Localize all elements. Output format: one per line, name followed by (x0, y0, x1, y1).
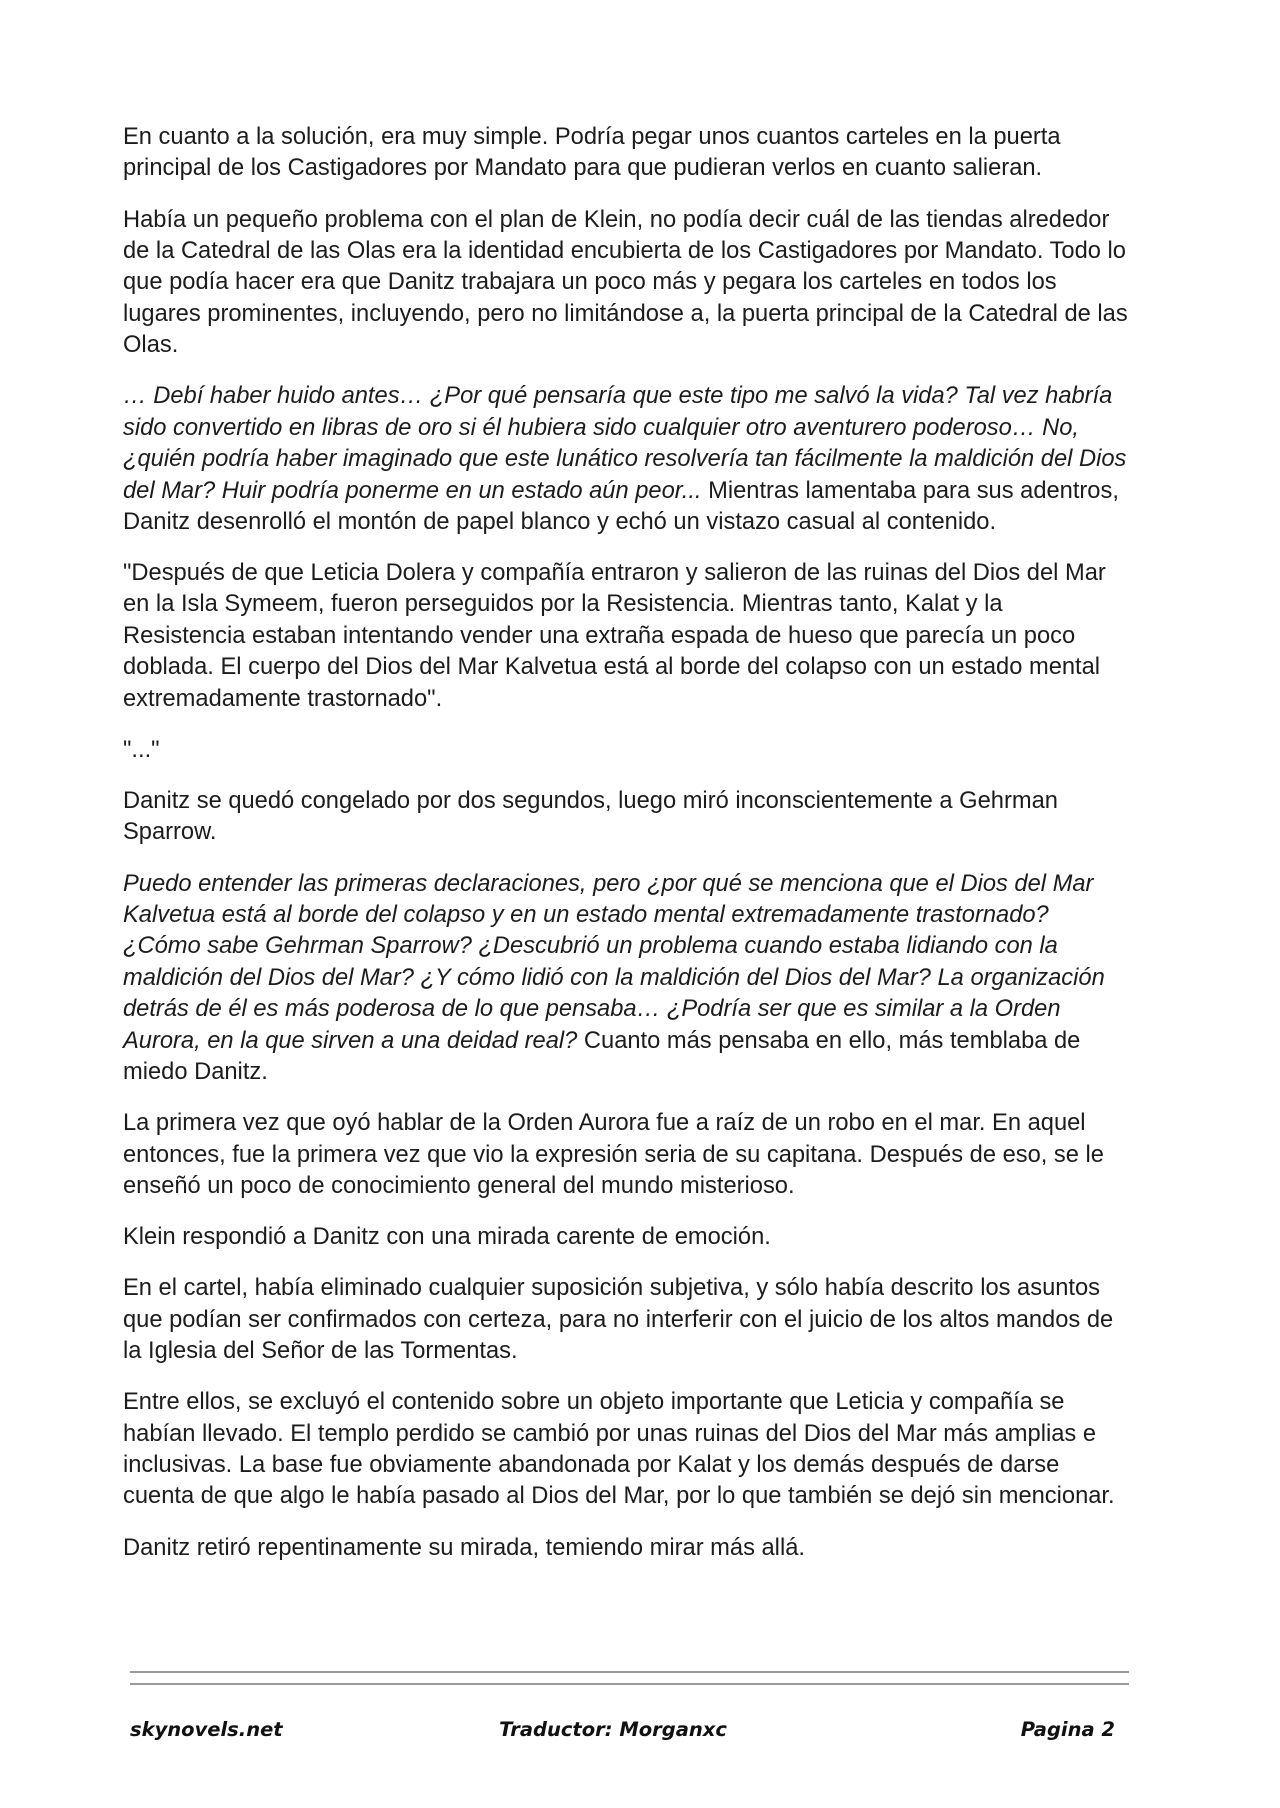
paragraph-8 (123, 1108, 1163, 1202)
text-line: lugares prominentes, incluyendo, pero no limitándose a, la puerta principal de la Catedral de las (123, 300, 1128, 327)
text-line: "..." (123, 736, 160, 763)
text-line: Olas. (123, 332, 179, 359)
footer-translator: Traductor: Morganxc (499, 1718, 727, 1741)
italic-text-segment: del Mar? Huir podría ponerme en un estado aún peor... (123, 477, 702, 504)
italic-text-line: maldición del Dios del Mar? ¿Y cómo lidió con la maldición del Dios del Mar? La organización (123, 964, 1105, 991)
text-line: Klein respondió a Danitz con una mirada carente de emoción. (123, 1224, 771, 1251)
text-line: que podía hacer era que Danitz trabajara un poco más y pegara los carteles en todos los (123, 269, 1057, 296)
text-line: La primera vez que oyó hablar de la Orden Aurora fue a raíz de un robo en el mar. En aquel (123, 1110, 1086, 1137)
italic-text-line: Puedo entender las primeras declaraciones, pero ¿por qué se menciona que el Dios del Mar (123, 870, 1094, 897)
paragraph-4 (123, 558, 1163, 715)
text-line: Había un pequeño problema con el plan de Klein, no podía decir cuál de las tiendas alrededor (123, 206, 1110, 233)
footer-divider-bottom (130, 1683, 1129, 1685)
text-line: Sparrow. (123, 819, 217, 846)
italic-text-line: ¿quién podría haber imaginado que este lunático resolvería tan fácilmente la maldición del Dios (123, 446, 1127, 473)
text-line: la Iglesia del Señor de las Tormentas. (123, 1338, 518, 1365)
italic-text-line: … Debí haber huido antes… ¿Por qué pensaría que este tipo me salvó la vida? Tal vez habría (123, 383, 1113, 410)
paragraph-1 (123, 122, 1163, 185)
text-line: inclusivas. La base fue obviamente abandonada por Kalat y los demás después de darse (123, 1452, 1060, 1479)
footer-site-name: skynovels.net (130, 1718, 283, 1741)
paragraph-3 (123, 381, 1163, 538)
text-line: en la Isla Symeem, fueron perseguidos por la Resistencia. Mientras tanto, Kalat y la (123, 591, 1003, 618)
text-line: Danitz retiró repentinamente su mirada, temiendo mirar más allá. (123, 1534, 805, 1561)
text-line: En cuanto a la solución, era muy simple. Podría pegar unos cuantos carteles en la puerta (123, 124, 1061, 150)
text-line: Danitz desenrolló el montón de papel blanco y echó un vistazo casual al contenido. (123, 508, 997, 535)
paragraph-11 (123, 1387, 1163, 1513)
text-line: que podían ser confirmados con certeza, para no interferir con el juicio de los altos mandos de (123, 1306, 1114, 1333)
italic-text-line: sido convertido en libras de oro si él hubiera sido cualquier otro aventurero poderoso… No, (123, 414, 1079, 441)
text-line: miedo Danitz. (123, 1058, 268, 1085)
text-line: En el cartel, había eliminado cualquier suposición subjetiva, y sólo había descrito los asuntos (123, 1275, 1101, 1302)
document-body (123, 122, 1163, 1584)
paragraph-7 (123, 869, 1163, 1089)
italic-text-segment: Aurora, en la que sirven a una deidad real? (123, 1027, 578, 1054)
text-line: Danitz se quedó congelado por dos segundos, luego miró inconscientemente a Gehrman (123, 788, 1058, 815)
mixed-text-line (123, 1026, 1163, 1057)
text-line: Resistencia estaban intentando vender una extraña espada de hueso que parecía un poco (123, 622, 1076, 649)
text-line: Entre ellos, se excluyó el contenido sobre un objeto importante que Leticia y compañía se (123, 1389, 1065, 1416)
text-line: principal de los Castigadores por Mandato para que pudieran verlos en cuanto salieran. (123, 155, 1043, 182)
paragraph-10 (123, 1273, 1163, 1367)
text-line: doblada. El cuerpo del Dios del Mar Kalvetua está al borde del colapso con un estado mental (123, 654, 1101, 681)
text-line: "Después de que Leticia Dolera y compañía entraron y salieron de las ruinas del Dios del Mar (123, 560, 1106, 587)
paragraph-5 (123, 735, 1163, 766)
text-segment: Cuanto más pensaba en ello, más temblaba de (577, 1027, 1081, 1054)
paragraph-2 (123, 205, 1163, 362)
text-line: cuenta de que algo le había pasado al Dios del Mar, por lo que también se dejó sin mencionar. (123, 1483, 1115, 1510)
text-line: extremadamente trastornado". (123, 685, 443, 712)
text-line: entonces, fue la primera vez que vio la expresión seria de su capitana. Después de eso, se le (123, 1141, 1104, 1168)
italic-text-line: detrás de él es más poderosa de lo que pensaba… ¿Podría ser que es similar a la Orden (123, 996, 1061, 1023)
mixed-text-line (123, 476, 1163, 507)
footer-divider-top (130, 1671, 1129, 1673)
italic-text-line: Kalvetua está al borde del colapso y en un estado mental extremadamente trastornado? (123, 901, 1049, 928)
text-line: de la Catedral de las Olas era la identidad encubierta de los Castigadores por Mandato. Todo lo (123, 237, 1126, 264)
paragraph-9 (123, 1222, 1163, 1253)
text-line: enseñó un poco de conocimiento general del mundo misterioso. (123, 1172, 795, 1199)
paragraph-12 (123, 1533, 1163, 1564)
italic-text-line: ¿Cómo sabe Gehrman Sparrow? ¿Descubrió un problema cuando estaba lidiando con la (123, 933, 1058, 960)
paragraph-6 (123, 786, 1163, 849)
text-segment: Mientras lamentaba para sus adentros, (701, 477, 1119, 504)
footer-page-number: Pagina 2 (1020, 1718, 1115, 1741)
text-line: habían llevado. El templo perdido se cambió por unas ruinas del Dios del Mar más amplias e (123, 1420, 1097, 1447)
